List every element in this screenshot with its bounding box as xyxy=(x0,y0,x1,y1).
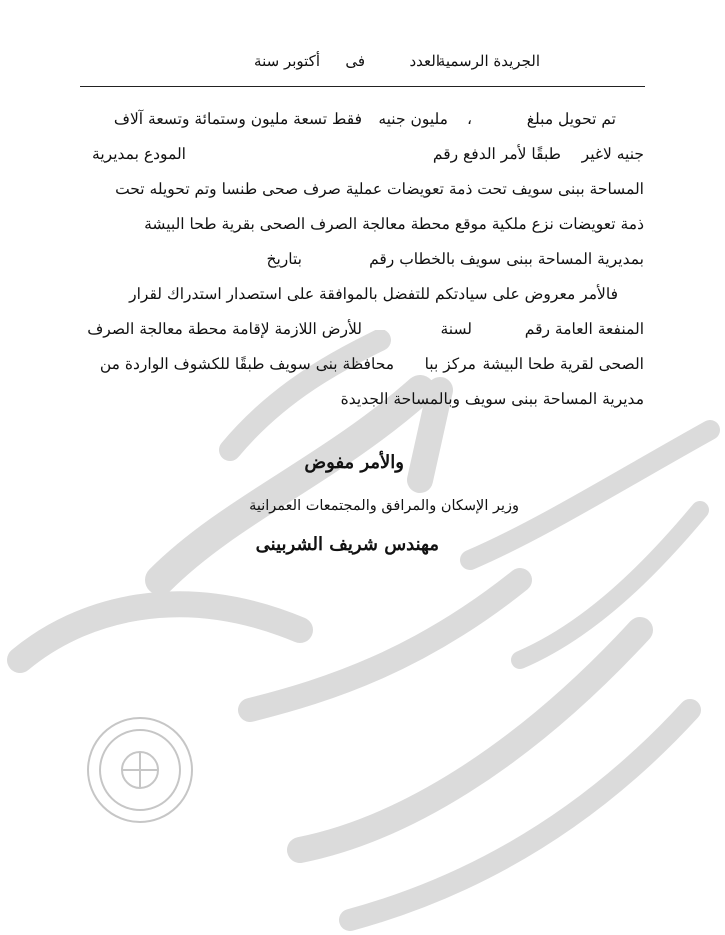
text-segment: المساحة ببنى سويف تحت ذمة تعويضات عملية صرف صحى طنسا وتم تحويله تحت xyxy=(115,180,644,198)
text-segment: بمديرية المساحة ببنى سويف بالخطاب رقم xyxy=(369,250,644,268)
text-line xyxy=(82,312,644,347)
watermark-stroke xyxy=(300,630,640,850)
text-segment: ذمة تعويضات نزع ملكية موقع محطة معالجة الصرف الصحى بقرية طحا البيشة xyxy=(144,215,644,233)
text-segment: مركز ببا xyxy=(424,355,476,373)
text-segment: محافظة بنى سويف طبقًا للكشوف الواردة من xyxy=(99,355,394,373)
text-line xyxy=(82,172,644,207)
running-header xyxy=(80,48,645,74)
text-segment: فالأمر معروض على سيادتكم للتفضل بالموافقة على استصدار استدراك لقرار xyxy=(129,285,618,303)
text-segment: فقط تسعة مليون وستمائة وتسعة آلاف xyxy=(113,110,362,128)
closing-regards: والأمر مفوض xyxy=(304,452,404,473)
watermark-stroke xyxy=(470,430,710,560)
watermark-stroke xyxy=(20,604,300,660)
text-line xyxy=(82,382,644,417)
text-segment: المنفعة العامة رقم xyxy=(524,320,644,338)
watermark-stroke xyxy=(520,510,700,660)
text-segment: جنيه لاغير xyxy=(581,145,644,163)
text-segment: للأرض اللازمة لإقامة محطة معالجة الصرف xyxy=(87,320,362,338)
text-segment: المودع بمديرية xyxy=(92,145,186,163)
text-segment: ، xyxy=(466,110,472,128)
header-issue-label: العدد xyxy=(409,52,440,70)
text-segment: تم تحويل مبلغ xyxy=(526,110,616,128)
header-rule xyxy=(80,86,645,87)
watermark-stroke xyxy=(350,710,690,920)
header-in-label: فى xyxy=(345,52,365,70)
watermark-seal xyxy=(88,718,192,822)
text-segment: الصحى لقرية طحا البيشة xyxy=(482,355,644,373)
text-line xyxy=(82,277,644,312)
document-body xyxy=(82,102,644,417)
text-segment: بتاريخ xyxy=(266,250,302,268)
watermark-stroke xyxy=(250,580,520,710)
text-segment: لسنة xyxy=(440,320,472,338)
header-publication: الجريدة الرسمية xyxy=(437,52,540,70)
text-segment: طبقًا لأمر الدفع رقم xyxy=(432,145,561,163)
text-line xyxy=(82,347,644,382)
text-line xyxy=(82,207,644,242)
text-line xyxy=(82,102,644,137)
text-segment: مليون جنيه xyxy=(378,110,448,128)
text-line xyxy=(82,242,644,277)
signatory-name: مهندس شريف الشربينى xyxy=(255,534,439,555)
signatory-title: وزير الإسكان والمرافق والمجتمعات العمرانية xyxy=(249,498,519,514)
text-line xyxy=(82,137,644,172)
watermark-graphic xyxy=(0,330,725,935)
text-segment: مديرية المساحة ببنى سويف وبالمساحة الجديدة xyxy=(340,390,644,408)
header-date-label: أكتوبر سنة xyxy=(254,52,320,70)
